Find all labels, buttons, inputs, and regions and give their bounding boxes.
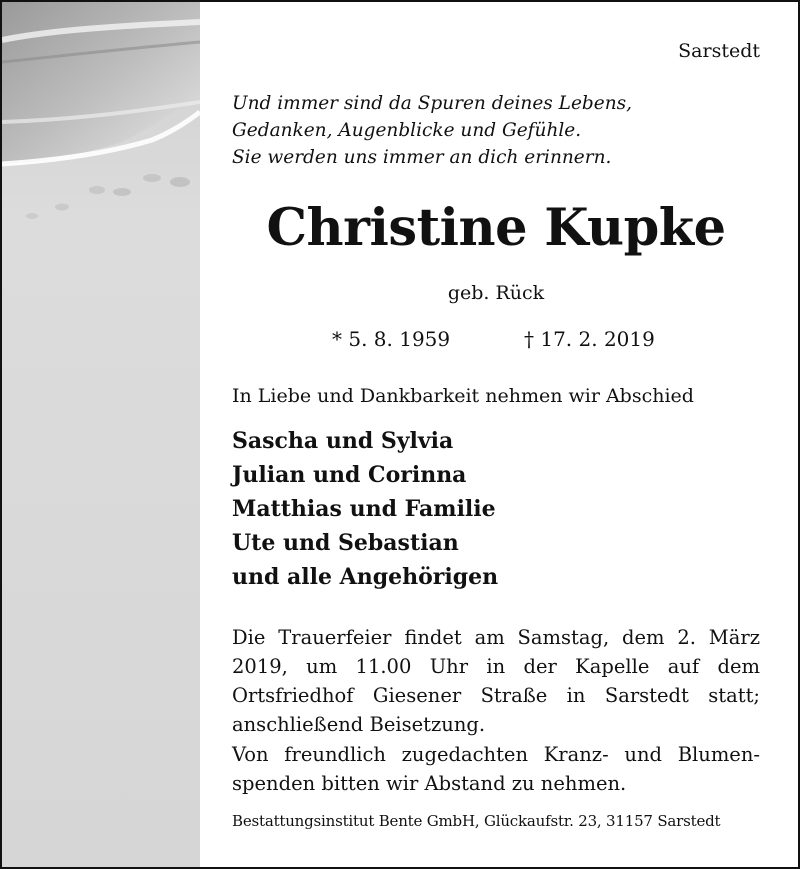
undertaker-info: Bestattungsinstitut Bente GmbH, Glückaufstr. 23, 31157 Sarstedt: [232, 812, 721, 830]
verse-line: Sie werden uns immer an dich erinnern.: [232, 147, 612, 168]
service-line: Ortsfriedhof Giesener Straße in Sarstedt statt;: [232, 684, 760, 707]
service-line: Die Trauerfeier findet am Samstag, dem 2. März: [232, 626, 760, 649]
beach-footprints-photo: [2, 2, 200, 867]
flowers-line: Von freundlich zugedachten Kranz- und Blumen-: [232, 743, 760, 766]
mourner: Sascha und Sylvia: [232, 428, 454, 454]
mourner: Julian und Corinna: [232, 462, 467, 488]
deceased-name: Christine Kupke: [266, 198, 726, 258]
service-line: 2019, um 11.00 Uhr in der Kapelle auf dem: [232, 655, 760, 678]
maiden-name: geb. Rück: [447, 282, 545, 304]
mourner: Ute und Sebastian: [232, 530, 459, 556]
funeral-service-info: [232, 623, 760, 739]
verse-line: Gedanken, Augenblicke und Gefühle.: [232, 120, 582, 141]
farewell-line: In Liebe und Dankbarkeit nehmen wir Abschied: [232, 385, 694, 407]
birth-date: * 5. 8. 1959: [332, 327, 451, 351]
place-name: Sarstedt: [678, 40, 760, 62]
mourner: Matthias und Familie: [232, 496, 496, 522]
service-line: anschließend Beisetzung.: [232, 713, 486, 736]
beach-image: [2, 2, 200, 867]
mourners-list: [232, 424, 498, 594]
mourner: und alle Angehörigen: [232, 564, 499, 590]
verse-line: Und immer sind da Spuren deines Lebens,: [232, 93, 632, 114]
flower-request: [232, 740, 760, 798]
memorial-verse: [232, 90, 632, 171]
death-date: † 17. 2. 2019: [524, 327, 655, 351]
notice-content: [232, 2, 760, 867]
flowers-line: spenden bitten wir Abstand zu nehmen.: [232, 772, 627, 795]
